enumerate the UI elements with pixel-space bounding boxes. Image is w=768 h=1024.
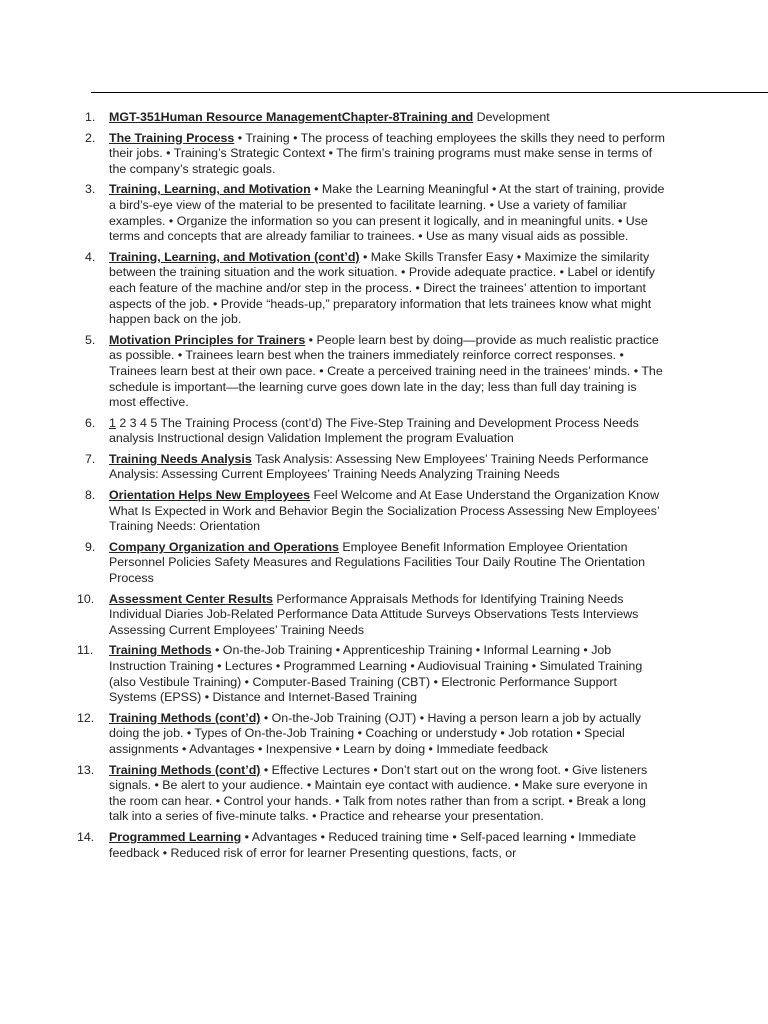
item-content	[109, 131, 666, 178]
list-item	[76, 540, 666, 587]
list-item	[76, 110, 666, 126]
item-body: • Effective Lectures • Don’t start out on the wrong foot. • Give listeners signals. • Be alert to your audience. • Maintain eye contact with audience. • Make sure everyone in the room can hear. • Control your hands. • Talk from notes rather than from a script. • Break a long talk into a series of five-minute talks. • Practice and rehearse your presentation.	[109, 762, 648, 824]
item-title-link[interactable]: 1	[109, 415, 116, 430]
item-body: Employee Benefit Information Employee Orientation Personnel Policies Safety Measures and Regulations Facilities Tour Daily Routine The Orientation Process	[109, 539, 646, 586]
item-body: Performance Appraisals Methods for Identifying Training Needs Individual Diaries Job-Related Performance Data Attitude Surveys Observations Tests Interviews Assessing Current Employees’ Training Needs	[109, 591, 639, 637]
list-item	[76, 643, 666, 705]
item-body: Development	[473, 110, 550, 124]
item-content	[109, 711, 666, 758]
list-item	[76, 763, 666, 825]
item-body: Task Analysis: Assessing New Employees’ Training Needs Performance Analysis: Assessing Current Employees’ Training Needs Analyzing Training Needs	[109, 451, 649, 482]
item-title-link[interactable]: Training Methods (cont’d)	[109, 762, 261, 777]
list-item	[76, 131, 666, 178]
item-body: Feel Welcome and At Ease Understand the Organization Know What Is Expected in Work and Behavior Begin the Socialization Process Assessing New Employees’ Training Needs: Orientation	[109, 488, 660, 534]
item-title-link[interactable]: Assessment Center Results	[109, 591, 273, 606]
item-title-link[interactable]: Training, Learning, and Motivation (cont’d)	[109, 249, 360, 264]
item-title-link[interactable]: Orientation Helps New Employees	[109, 488, 311, 503]
item-title-link[interactable]: Training Methods (cont’d)	[109, 710, 261, 725]
item-body: 2 3 4 5 The Training Process (cont’d) The Five-Step Training and Development Process Needs analysis Instructional design Validation Implement the program Evaluation	[109, 415, 639, 446]
item-number: 12.	[77, 710, 95, 725]
item-content	[109, 110, 666, 126]
item-number: 6.	[85, 415, 96, 430]
list-item	[76, 250, 666, 328]
item-title-link[interactable]: Training Needs Analysis	[109, 451, 252, 466]
item-title-link[interactable]: The Training Process	[109, 130, 235, 145]
item-body: • Training • The process of teaching employees the skills they need to perform their jobs. • Training’s Strategic Context • The firm’s training programs must make sense in terms of the company’s strategic goals.	[109, 130, 665, 176]
item-content	[109, 540, 666, 587]
list-item	[76, 488, 666, 535]
item-content	[109, 250, 666, 328]
list-item	[76, 416, 666, 447]
document-list	[76, 110, 666, 866]
item-title-link[interactable]: Company Organization and Operations	[109, 539, 339, 554]
header-rule	[91, 92, 768, 93]
list-item	[76, 711, 666, 758]
item-body: • Advantages • Reduced training time • Self-paced learning • Immediate feedback • Reduced risk of error for learner Presenting questions, facts, or	[109, 829, 636, 860]
item-number: 1.	[85, 110, 96, 124]
item-number: 8.	[85, 488, 96, 503]
item-number: 7.	[85, 451, 96, 466]
item-title-link[interactable]: Motivation Principles for Trainers	[109, 332, 306, 347]
item-number: 2.	[85, 130, 96, 145]
list-item	[76, 182, 666, 244]
list-item	[76, 830, 666, 861]
list-item	[76, 452, 666, 483]
item-number: 11.	[77, 643, 94, 658]
item-number: 14.	[77, 829, 95, 844]
item-content	[109, 763, 666, 825]
item-content	[109, 182, 666, 244]
item-content	[109, 592, 666, 639]
item-title-link[interactable]: Training Methods	[109, 643, 212, 658]
item-body: • People learn best by doing—provide as much realistic practice as possible. • Trainees learn best when the trainers immediately reinforce correct responses. • Trainees learn best at their own pace. • Create a perceived training need in the trainees’ minds. • The schedule is important—the learning curve goes down late in the day; less than full day training is most effective.	[109, 332, 663, 410]
item-body: • Make Skills Transfer Easy • Maximize the similarity between the training situation and the work situation. • Provide adequate practice. • Label or identify each feature of the machine and/or step in the process. • Direct the trainees’ attention to important aspects of the job. • Provide “heads-up,” preparatory information that lets trainees know what might happen back on the job.	[109, 249, 655, 327]
item-number: 5.	[85, 332, 96, 347]
item-content	[109, 643, 666, 705]
list-item	[76, 592, 666, 639]
item-title-link[interactable]: Training, Learning, and Motivation	[109, 182, 311, 197]
item-title-link[interactable]: Programmed Learning	[109, 829, 242, 844]
item-body: • Make the Learning Meaningful • At the start of training, provide a bird’s-eye view of the material to be presented to facilitate learning. • Use a variety of familiar examples. • Organize the information so you can present it logically, and in meaningful units. • Use terms and concepts that are already familiar to trainees. • Use as many visual aids as possible.	[109, 182, 665, 244]
item-body: • On-the-Job Training (OJT) • Having a person learn a job by actually doing the job. • Types of On-the-Job Training • Coaching or understudy • Job rotation • Special assignments • Advantages • Inexpensive • Learn by doing • Immediate feedback	[109, 710, 642, 756]
list-item	[76, 333, 666, 411]
item-content	[109, 333, 666, 411]
item-number: 9.	[85, 539, 96, 554]
item-number: 3.	[85, 182, 96, 197]
item-content	[109, 488, 666, 535]
item-number: 13.	[77, 762, 95, 777]
item-content	[109, 452, 666, 483]
item-body: • On-the-Job Training • Apprenticeship Training • Informal Learning • Job Instruction Training • Lectures • Programmed Learning • Audiovisual Training • Simulated Training (also Vestibule Training) • Computer-Based Training (CBT) • Electronic Performance Support Systems (EPSS) • Distance and Internet-Based Training	[109, 643, 643, 705]
item-number: 4.	[85, 249, 96, 264]
item-title-link[interactable]: MGT-351Human Resource ManagementChapter-8Training and	[109, 110, 474, 124]
item-content	[109, 416, 666, 447]
item-number: 10.	[77, 591, 95, 606]
item-content	[109, 830, 666, 861]
